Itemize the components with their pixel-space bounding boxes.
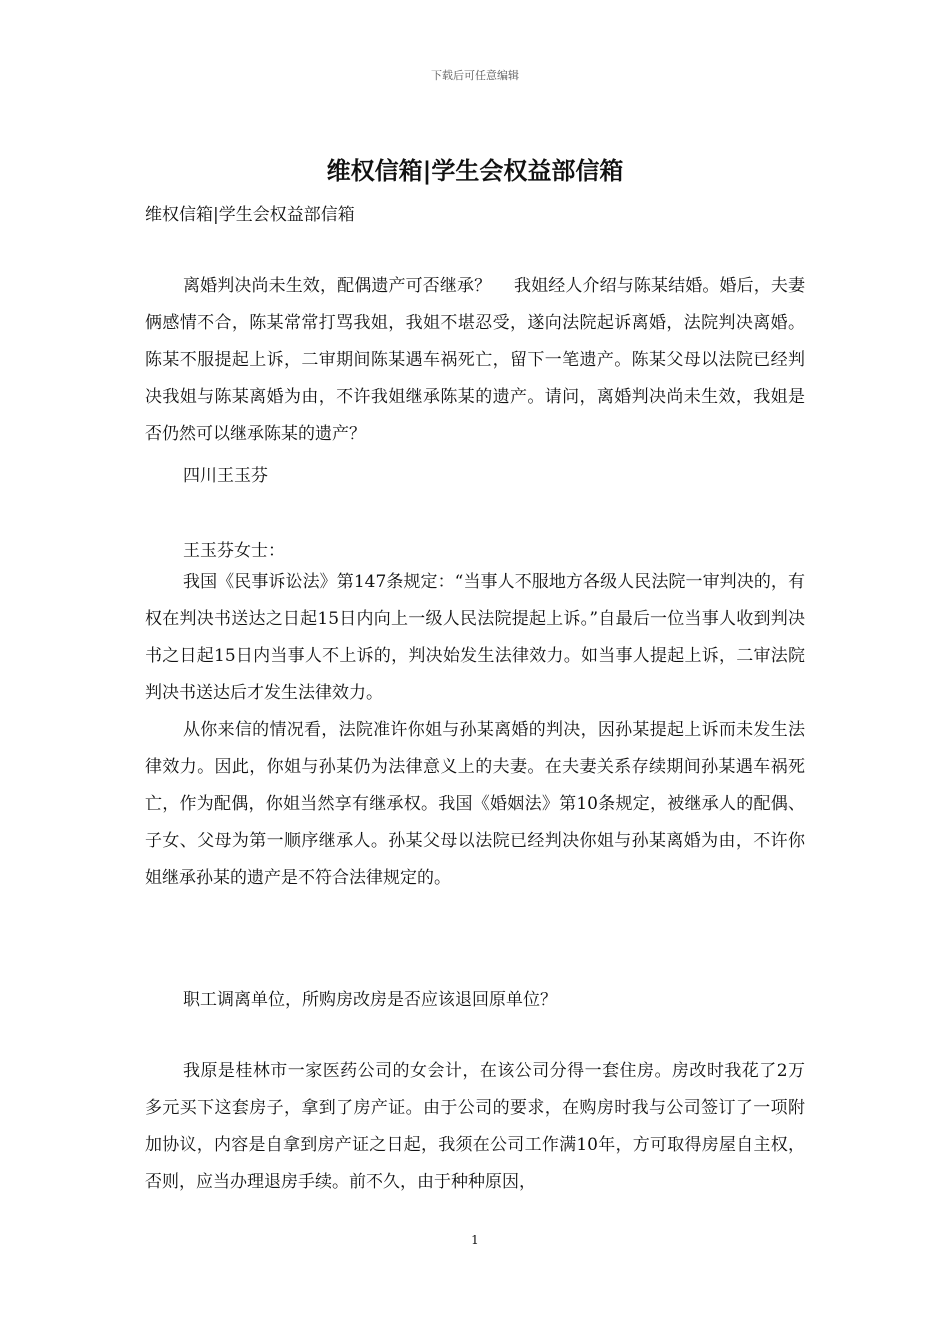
reply-salutation: 王玉芬女士： <box>183 541 285 561</box>
letter-1-signature: 四川王玉芬 <box>183 466 268 486</box>
reply-body <box>145 564 805 897</box>
page-number: 1 <box>471 1233 479 1247</box>
letter-1 <box>145 268 805 453</box>
letter-1-paragraph: 离婚判决尚未生效，配偶遗产可否继承？ 我姐经人介绍与陈某结婚。婚后，夫妻俩感情不合，陈某常常打骂我姐，我姐不堪忍受，遂向法院起诉离婚，法院判决离婚。陈某不服提起上诉，二审期间陈某遇车祸死亡，留下一笔遗产。陈某父母以法院已经判决我姐与陈某离婚为由，不许我姐继承陈某的遗产。请问，离婚判决尚未生效，我姐是否仍然可以继承陈某的遗产？ <box>145 276 805 444</box>
letter-2-paragraph: 我原是桂林市一家医药公司的女会计，在该公司分得一套住房。房改时我花了2万多元买下这套房子，拿到了房产证。由于公司的要求，在购房时我与公司签订了一项附加协议，内容是自拿到房产证之日起，我须在公司工作满10年，方可取得房屋自主权，否则，应当办理退房手续。前不久，由于种种原因， <box>145 1061 805 1192</box>
letter-2 <box>145 1053 805 1201</box>
reply-paragraph-1: 我国《民事诉讼法》第147条规定：“当事人不服地方各级人民法院一审判决的，有权在判决书送达之日起15日内向上一级人民法院提起上诉。”自最后一位当事人收到判决书之日起15日内当事人不上诉的，判决始发生法律效力。如当事人提起上诉，二审法院判决书送达后才发生法律效力。 <box>145 572 805 703</box>
document-title: 维权信箱|学生会权益部信箱 <box>326 157 624 185</box>
reply-paragraph-2: 从你来信的情况看，法院准许你姐与孙某离婚的判决，因孙某提起上诉而未发生法律效力。因此，你姐与孙某仍为法律意义上的夫妻。在夫妻关系存续期间孙某遇车祸死亡，作为配偶，你姐当然享有继承权。我国《婚姻法》第10条规定，被继承人的配偶、子女、父母为第一顺序继承人。孙某父母以法院已经判决你姐与孙某离婚为由，不许你姐继承孙某的遗产是不符合法律规定的。 <box>145 720 805 888</box>
question-2-heading: 职工调离单位，所购房改房是否应该退回原单位？ <box>183 990 557 1010</box>
page-header-note: 下载后可任意编辑 <box>431 69 519 82</box>
document-subtitle: 维权信箱|学生会权益部信箱 <box>145 205 355 225</box>
